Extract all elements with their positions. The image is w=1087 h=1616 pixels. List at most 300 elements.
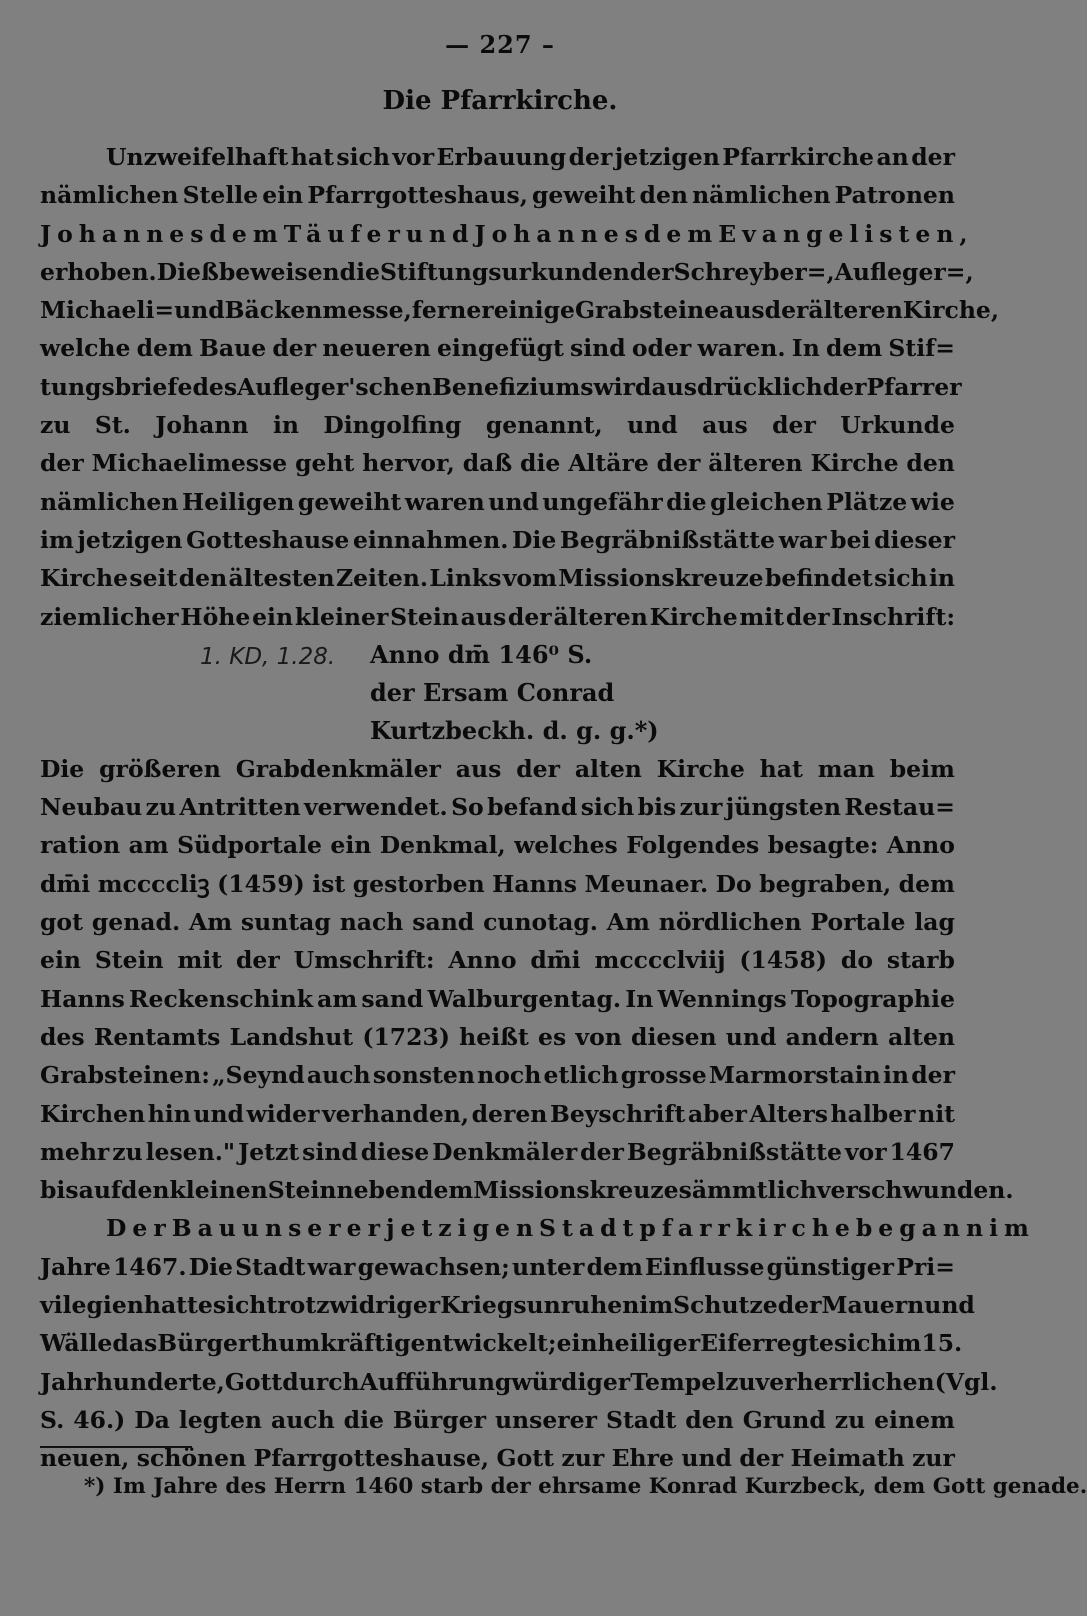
word: zur bbox=[561, 1444, 605, 1473]
word: der bbox=[40, 449, 84, 478]
word: Johannes bbox=[474, 219, 644, 248]
word: Denkmal, bbox=[379, 831, 506, 860]
word: vom bbox=[502, 564, 557, 593]
text-line bbox=[40, 368, 962, 406]
word: bis bbox=[637, 793, 677, 822]
word: mehr bbox=[40, 1137, 110, 1166]
word: Aufleger=, bbox=[834, 257, 974, 286]
word: Kirche bbox=[810, 449, 899, 478]
word: war bbox=[778, 525, 827, 554]
word: nämlichen bbox=[40, 487, 179, 516]
word: halber bbox=[830, 1099, 916, 1128]
inscription-line: der Ersam Conrad bbox=[370, 677, 615, 707]
word: gleichen bbox=[710, 487, 823, 516]
text-line bbox=[40, 329, 955, 367]
word: Südportale bbox=[177, 831, 322, 860]
word: verschwunden. bbox=[816, 1176, 1014, 1205]
word: auch bbox=[306, 1061, 371, 1090]
word: die bbox=[666, 487, 707, 516]
word: Kirche bbox=[40, 564, 129, 593]
word: im bbox=[40, 525, 74, 554]
text-line bbox=[40, 138, 955, 176]
word: Gott bbox=[496, 1444, 554, 1473]
margin-note: 1. KD, 1.28. bbox=[200, 643, 336, 670]
word: geweiht bbox=[531, 181, 636, 210]
word: des bbox=[192, 372, 238, 401]
word: und bbox=[488, 487, 539, 516]
word: ein bbox=[262, 181, 304, 210]
word: zu bbox=[834, 1405, 866, 1434]
word: Do bbox=[715, 869, 752, 898]
word: gestorben bbox=[352, 869, 485, 898]
word: Kriegsunruhen bbox=[440, 1291, 640, 1320]
word: Jahre bbox=[40, 1252, 111, 1281]
word: (1723) bbox=[362, 1022, 450, 1051]
text-line bbox=[40, 1324, 963, 1362]
word: Ehre bbox=[611, 1444, 674, 1473]
word: hin bbox=[147, 1099, 191, 1128]
word: beim bbox=[889, 754, 955, 783]
word: waren. bbox=[697, 334, 786, 363]
word: zu bbox=[40, 411, 71, 440]
word: So bbox=[451, 793, 484, 822]
word: wider bbox=[246, 1099, 320, 1128]
word: genannt, bbox=[485, 411, 603, 440]
word: ungefähr bbox=[542, 487, 663, 516]
word: Erbauung bbox=[436, 143, 567, 171]
word: durch bbox=[282, 1367, 360, 1396]
word: alten bbox=[574, 754, 642, 783]
body-text bbox=[40, 138, 1035, 1478]
word: Rentamts bbox=[93, 1022, 221, 1051]
word: regte bbox=[764, 1329, 834, 1358]
text-line bbox=[40, 750, 955, 788]
word: Bäckenmesse, bbox=[224, 296, 412, 325]
word: Antritten bbox=[179, 793, 301, 822]
word: lesen." bbox=[145, 1137, 236, 1166]
word: got bbox=[40, 908, 83, 937]
word: Grabdenkmäler bbox=[235, 754, 441, 783]
word: ration bbox=[40, 831, 121, 860]
word: grosse bbox=[620, 1061, 707, 1090]
word: welche bbox=[40, 334, 131, 363]
word: jetzigen bbox=[614, 143, 720, 171]
word: Missionskreuze bbox=[473, 1176, 679, 1205]
word: sich bbox=[336, 143, 390, 171]
word: Begräbnißstätte bbox=[626, 1137, 842, 1166]
word: daß bbox=[462, 449, 513, 478]
text-line bbox=[40, 483, 955, 521]
word: Patronen bbox=[834, 181, 955, 210]
word: den bbox=[685, 1405, 734, 1434]
word: mccccliꝫ bbox=[97, 869, 210, 898]
word: Topographie bbox=[790, 984, 955, 1013]
text-line bbox=[40, 406, 955, 444]
word: geweiht bbox=[297, 487, 402, 516]
word: sich bbox=[580, 793, 635, 822]
paragraph-block-1 bbox=[40, 138, 1000, 636]
word: Pfarrgotteshaus, bbox=[307, 181, 528, 210]
word: unserer bbox=[241, 1214, 386, 1243]
word: beweisen bbox=[218, 257, 340, 286]
word: Höhe bbox=[180, 602, 251, 631]
word: und bbox=[193, 1099, 244, 1128]
word: 1467. bbox=[112, 1252, 187, 1281]
word: Aufführung bbox=[359, 1367, 512, 1396]
word: Denkmäler bbox=[432, 1137, 578, 1166]
word: ausdrücklich bbox=[651, 372, 823, 401]
word: Jahrhunderte, bbox=[40, 1367, 225, 1396]
word: tungsbriefe bbox=[40, 372, 193, 401]
word: Restau= bbox=[844, 793, 955, 822]
word: Eifer bbox=[700, 1329, 765, 1358]
word: Umschrift: bbox=[293, 946, 435, 975]
word: kleinen bbox=[169, 1176, 268, 1205]
word: bis bbox=[40, 1176, 79, 1205]
word: alten bbox=[887, 1022, 955, 1051]
word: Wälle bbox=[40, 1329, 113, 1358]
word: die bbox=[520, 449, 561, 478]
word: (Vgl. bbox=[934, 1367, 998, 1396]
word: und bbox=[405, 219, 475, 248]
footnote-rule bbox=[40, 1446, 192, 1448]
word: ein bbox=[40, 946, 81, 975]
word: noch bbox=[477, 1061, 542, 1090]
word: den bbox=[906, 449, 955, 478]
word: Benefiziums bbox=[432, 372, 594, 401]
page-number: — 227 – bbox=[445, 30, 555, 59]
word: ein bbox=[252, 602, 294, 631]
text-line bbox=[40, 1209, 1035, 1247]
word: In bbox=[791, 334, 820, 363]
word: der bbox=[507, 602, 552, 631]
word: ziemlicher bbox=[40, 602, 179, 631]
word: neben bbox=[336, 1176, 418, 1205]
word: unter bbox=[512, 1252, 585, 1281]
word: Stadt bbox=[605, 1405, 677, 1434]
word: Inschrift: bbox=[831, 602, 955, 631]
word: Neubau bbox=[40, 793, 143, 822]
text-line bbox=[40, 1095, 955, 1133]
word: verhanden, bbox=[322, 1099, 470, 1128]
word: dem bbox=[586, 1252, 643, 1281]
word: an bbox=[876, 143, 909, 171]
word: zu bbox=[725, 1367, 756, 1396]
word: Kirche bbox=[656, 754, 745, 783]
word: begann bbox=[855, 1214, 990, 1243]
word: einige bbox=[493, 296, 575, 325]
word: Plätze bbox=[826, 487, 908, 516]
word: Hanns bbox=[492, 869, 577, 898]
word: 1467 bbox=[889, 1137, 955, 1166]
text-line bbox=[40, 1286, 975, 1324]
text-line bbox=[40, 941, 955, 979]
word: Jetzt bbox=[238, 1137, 300, 1166]
paragraph-block-2 bbox=[40, 750, 1035, 1478]
word: Pfarrkirche bbox=[722, 143, 875, 171]
word: (1459) bbox=[217, 869, 305, 898]
word: sonsten bbox=[372, 1061, 475, 1090]
word: Die bbox=[188, 1252, 233, 1281]
word: Schutze bbox=[673, 1291, 778, 1320]
inscription-line: Kurtzbeckh. d. g. g.*) bbox=[370, 715, 659, 745]
word: der bbox=[911, 1061, 955, 1090]
word: Stif= bbox=[888, 334, 955, 363]
word: Marmorstain bbox=[708, 1061, 881, 1090]
word: dem bbox=[825, 334, 883, 363]
word: Walburgentag. bbox=[427, 984, 622, 1013]
word: Kirchen bbox=[40, 1099, 146, 1128]
word: zur bbox=[912, 1444, 955, 1473]
word: günstiger bbox=[766, 1252, 895, 1281]
word: Heiligen bbox=[181, 487, 295, 516]
word: trotz bbox=[266, 1291, 330, 1320]
word: in bbox=[928, 564, 955, 593]
word: Kirche bbox=[649, 602, 738, 631]
word: im bbox=[989, 1214, 1035, 1243]
word: mit bbox=[177, 946, 223, 975]
word: 46.) bbox=[73, 1405, 126, 1434]
word: war bbox=[307, 1252, 356, 1281]
word: der bbox=[568, 143, 613, 171]
word: Die bbox=[40, 754, 85, 783]
word: Folgendes bbox=[626, 831, 760, 860]
word: cunotag. bbox=[483, 908, 598, 937]
word: jüngsten bbox=[725, 793, 841, 822]
word: in bbox=[882, 1061, 909, 1090]
word: der bbox=[629, 257, 674, 286]
word: Pfarrgotteshause, bbox=[253, 1444, 490, 1473]
text-line bbox=[40, 1248, 955, 1286]
word: Pri= bbox=[896, 1252, 955, 1281]
word: Schreyber=, bbox=[673, 257, 835, 286]
word: heiliger bbox=[597, 1329, 701, 1358]
word: Stelle bbox=[182, 181, 259, 210]
word: Kirche, bbox=[902, 296, 1000, 325]
word: mcccclviij bbox=[594, 946, 726, 975]
word: jetzigen bbox=[385, 1214, 540, 1243]
word: Begräbnißstätte bbox=[559, 525, 776, 554]
word: Stein bbox=[267, 1176, 337, 1205]
text-line bbox=[40, 215, 974, 253]
word: Links bbox=[429, 564, 502, 593]
word: Grabsteinen: bbox=[40, 1061, 210, 1090]
word: Reckenschink bbox=[128, 984, 314, 1013]
word: heißt bbox=[459, 1022, 529, 1051]
word: die bbox=[339, 257, 380, 286]
word: dm̄i bbox=[40, 869, 91, 898]
word: Evangelisten, bbox=[718, 219, 974, 248]
word: 15. bbox=[921, 1329, 963, 1358]
text-line bbox=[40, 598, 955, 636]
word: sand bbox=[361, 984, 424, 1013]
word: älteren bbox=[708, 449, 803, 478]
word: Am bbox=[606, 908, 650, 937]
word: es bbox=[538, 1022, 567, 1051]
word: vor bbox=[844, 1137, 887, 1166]
word: aber bbox=[687, 1099, 747, 1128]
word: Landshut bbox=[229, 1022, 354, 1051]
word: des bbox=[40, 1022, 85, 1051]
word: der bbox=[739, 1444, 784, 1473]
text-line bbox=[40, 1439, 955, 1477]
word: andern bbox=[785, 1022, 879, 1051]
word: Mauern bbox=[821, 1291, 925, 1320]
word: St. bbox=[94, 411, 131, 440]
word: zu bbox=[145, 793, 177, 822]
word: auf bbox=[78, 1176, 122, 1205]
word: Pfarrer bbox=[866, 372, 962, 401]
word: Aufleger'schen bbox=[237, 372, 433, 401]
word: Stein bbox=[94, 946, 164, 975]
word: größeren bbox=[99, 754, 221, 783]
word: kräftig bbox=[320, 1329, 411, 1358]
word: besagte: bbox=[767, 831, 879, 860]
word: dem bbox=[136, 334, 193, 363]
word: aus bbox=[702, 411, 748, 440]
word: Dieß bbox=[156, 257, 219, 286]
section-title: Die Pfarrkirche. bbox=[382, 86, 618, 116]
word: do bbox=[840, 946, 873, 975]
word: sich bbox=[212, 1291, 267, 1320]
word: nämlichen bbox=[692, 181, 831, 210]
word: den bbox=[121, 1176, 170, 1205]
word: Portale bbox=[810, 908, 906, 937]
word: aus bbox=[719, 296, 765, 325]
word: älteren bbox=[553, 602, 648, 631]
footnote: *) Im Jahre des Herrn 1460 starb der ehrsame Konrad Kurzbeck, dem Gott genade. bbox=[84, 1474, 1087, 1499]
word: den bbox=[639, 181, 688, 210]
word: der bbox=[272, 334, 317, 363]
word: Grund bbox=[742, 1405, 826, 1434]
word: der bbox=[580, 1137, 624, 1166]
word: Gott bbox=[224, 1367, 283, 1396]
word: ferner bbox=[411, 296, 494, 325]
word: man bbox=[817, 754, 875, 783]
text-line bbox=[40, 1056, 955, 1094]
word: dm̄i bbox=[530, 946, 581, 975]
word: vor bbox=[392, 143, 435, 171]
word: Hanns bbox=[40, 984, 125, 1013]
word: im bbox=[639, 1291, 674, 1320]
word: In bbox=[625, 984, 654, 1013]
word: Johannes bbox=[40, 219, 210, 248]
word: und bbox=[681, 1444, 732, 1473]
word: erhoben. bbox=[40, 257, 157, 286]
word: Die bbox=[512, 525, 557, 554]
word: Täufer bbox=[283, 219, 406, 248]
text-line bbox=[40, 788, 955, 826]
word: die bbox=[343, 1405, 384, 1434]
word: verherrlichen bbox=[755, 1367, 935, 1396]
word: Stein bbox=[390, 602, 459, 631]
word: Stadtpfarrkirche bbox=[539, 1214, 856, 1243]
word: unserer bbox=[494, 1405, 598, 1434]
word: Michaelimesse bbox=[91, 449, 288, 478]
word: waren bbox=[404, 487, 485, 516]
word: „Seynd bbox=[212, 1061, 305, 1090]
word: und bbox=[924, 1291, 975, 1320]
word: geht bbox=[295, 449, 355, 478]
text-line bbox=[40, 865, 955, 903]
word: Anno bbox=[886, 831, 955, 860]
word: nit bbox=[918, 1099, 955, 1128]
word: mit bbox=[739, 602, 785, 631]
word: ein bbox=[556, 1329, 598, 1358]
text-line bbox=[40, 291, 1000, 329]
word: im bbox=[887, 1329, 922, 1358]
word: und bbox=[174, 296, 225, 325]
text-line bbox=[40, 1133, 955, 1171]
word: verwendet. bbox=[304, 793, 448, 822]
word: genad. bbox=[91, 908, 181, 937]
word: entwickelt; bbox=[410, 1329, 557, 1358]
word: am bbox=[128, 831, 169, 860]
word: Baue bbox=[199, 334, 267, 363]
text-line bbox=[40, 521, 955, 559]
word: nördlichen bbox=[658, 908, 802, 937]
word: der bbox=[822, 372, 867, 401]
word: befand bbox=[487, 793, 578, 822]
word: sich bbox=[874, 564, 928, 593]
text-line bbox=[40, 1401, 955, 1439]
word: Dingolfing bbox=[323, 411, 462, 440]
text-line bbox=[40, 1018, 955, 1056]
word: nach bbox=[339, 908, 404, 937]
word: deren bbox=[471, 1099, 548, 1128]
word: jetzigen bbox=[77, 525, 183, 554]
word: begraben, bbox=[759, 869, 892, 898]
text-line bbox=[40, 980, 955, 1018]
word: Meunaer. bbox=[584, 869, 709, 898]
word: gewachsen; bbox=[357, 1252, 510, 1281]
word: der bbox=[772, 411, 816, 440]
text-line bbox=[40, 444, 955, 482]
word: etlich bbox=[543, 1061, 619, 1090]
word: starb bbox=[886, 946, 955, 975]
word: den bbox=[178, 564, 228, 593]
word: sind bbox=[302, 1137, 358, 1166]
word: Gotteshause bbox=[186, 525, 350, 554]
word: der bbox=[764, 296, 809, 325]
word: welches bbox=[514, 831, 618, 860]
word: der bbox=[785, 602, 830, 631]
word: der bbox=[911, 143, 955, 171]
word: Heimath bbox=[790, 1444, 905, 1473]
word: nämlichen bbox=[40, 181, 179, 210]
word: Wennings bbox=[657, 984, 787, 1013]
word: zu bbox=[112, 1137, 143, 1166]
word: und bbox=[725, 1022, 777, 1051]
word: dieser bbox=[874, 525, 955, 554]
word: einem bbox=[874, 1405, 955, 1434]
word: Anno bbox=[448, 946, 517, 975]
word: sich bbox=[833, 1329, 888, 1358]
text-line bbox=[40, 253, 974, 291]
word: diesen bbox=[631, 1022, 717, 1051]
word: Beyschrift bbox=[549, 1099, 686, 1128]
word: aus bbox=[460, 602, 507, 631]
inscription-line: Anno dm̄ 146⁰ S. bbox=[370, 639, 593, 669]
word: dem bbox=[209, 219, 284, 248]
word: Urkunde bbox=[840, 411, 955, 440]
word: dem bbox=[898, 869, 955, 898]
word: Grabsteine bbox=[574, 296, 720, 325]
word: Der bbox=[106, 1214, 172, 1243]
word: widriger bbox=[329, 1291, 441, 1320]
word: auch bbox=[270, 1405, 335, 1434]
word: S. bbox=[40, 1405, 65, 1434]
